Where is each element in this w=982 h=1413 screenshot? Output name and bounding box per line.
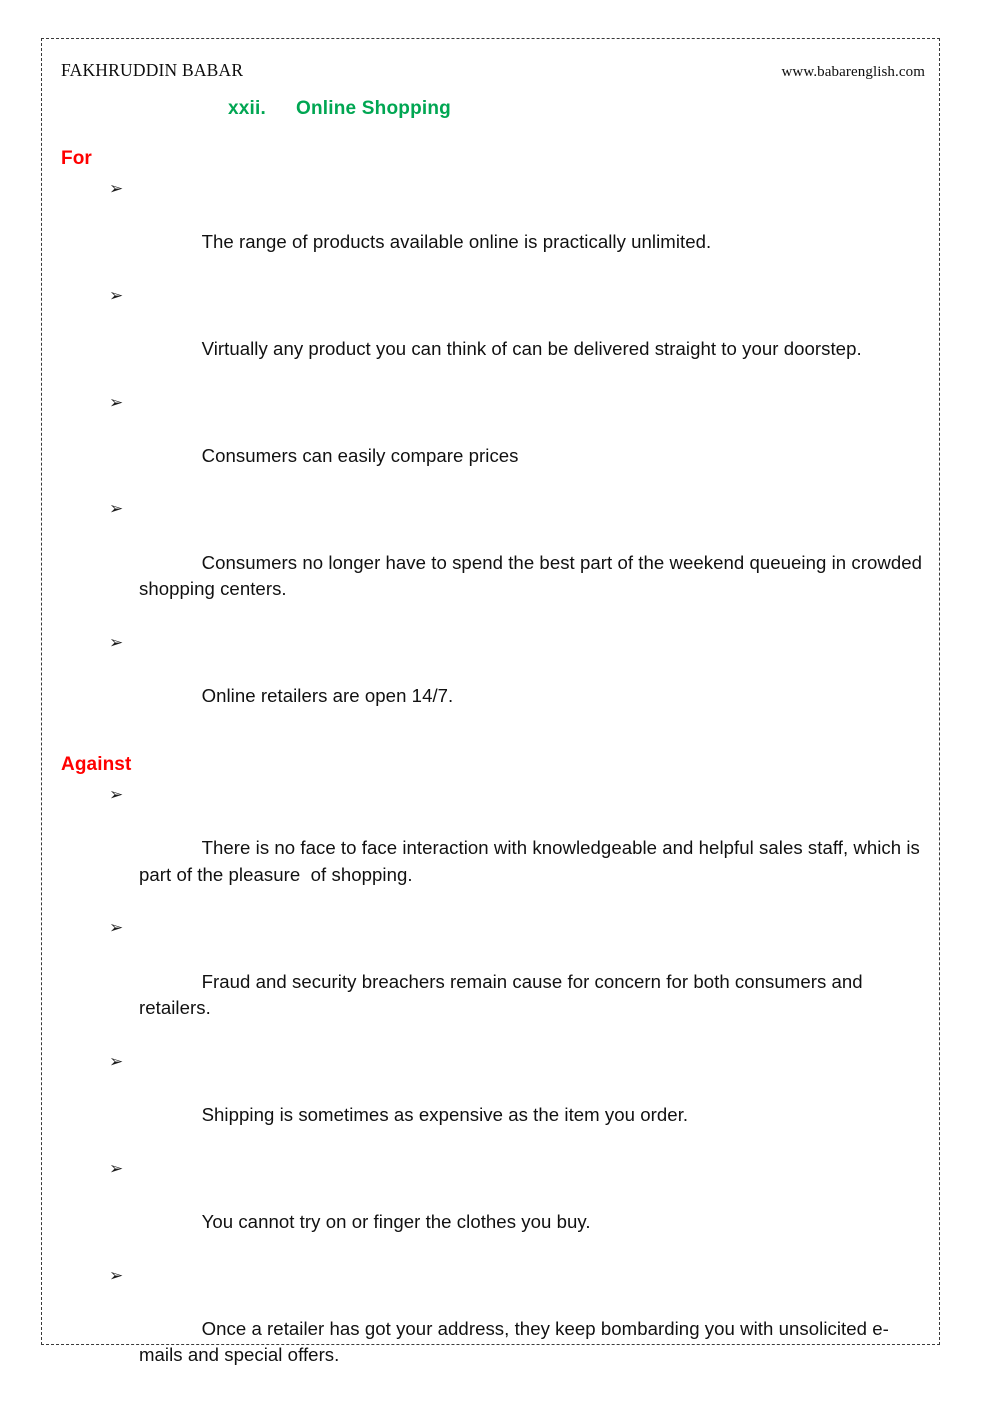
arrow-bullet-icon: ➢: [109, 632, 124, 652]
list-item-text: You cannot try on or finger the clothes you buy.: [201, 1210, 591, 1232]
arrow-bullet-icon: ➢: [109, 1051, 124, 1071]
list-item: [61, 176, 925, 282]
header-website: www.babarenglish.com: [781, 64, 925, 80]
list-item: [61, 782, 925, 915]
section-heading-against: Against: [61, 754, 132, 776]
list-item-text: Shipping is sometimes as expensive as the item you order.: [201, 1104, 689, 1126]
arrow-bullet-icon: ➢: [109, 499, 124, 519]
document-body: [61, 147, 928, 1413]
list-item-text: Fraud and security breachers remain cause for concern for both consumers and retailers.: [139, 970, 868, 1019]
page-header: [61, 60, 925, 81]
list-item-text: Virtually any product you can think of can be delivered straight to your doorstep.: [201, 337, 862, 359]
bullet-list-against: [61, 782, 925, 1396]
list-item: [61, 283, 925, 389]
section-heading-for: For: [61, 148, 92, 169]
arrow-bullet-icon: ➢: [109, 784, 124, 804]
list-item: [61, 1263, 925, 1396]
title-text: Online Shopping: [296, 98, 451, 119]
section-against: [61, 753, 925, 1395]
bullet-list-for: [61, 176, 928, 736]
arrow-bullet-icon: ➢: [109, 178, 124, 198]
arrow-bullet-icon: ➢: [109, 285, 124, 305]
list-item: [61, 496, 928, 629]
page-title: [228, 98, 451, 120]
arrow-bullet-icon: ➢: [109, 918, 124, 938]
list-item-text: Consumers can easily compare prices: [201, 444, 519, 466]
header-author-name: FAKHRUDDIN BABAR: [61, 60, 244, 80]
list-item-text: Online retailers are open 14/7.: [201, 685, 454, 707]
arrow-bullet-icon: ➢: [109, 1265, 124, 1285]
list-item-text: There is no face to face interaction with knowledgeable and helpful sales staff, which is part of the pleasure of shopping.: [139, 837, 926, 885]
list-item-text: The range of products available online is practically unlimited.: [201, 230, 712, 252]
section-for: [61, 147, 928, 736]
list-item: [61, 1049, 925, 1155]
page-content-area: [42, 39, 939, 1366]
document-page: [41, 38, 940, 1366]
arrow-bullet-icon: ➢: [109, 1158, 124, 1178]
list-item-text: Once a retailer has got your address, they keep bombarding you with unsolicited e-mails and special offers.: [139, 1317, 889, 1366]
list-item-text: Consumers no longer have to spend the best part of the weekend queueing in crowded shopping centers.: [139, 551, 928, 600]
list-item: [61, 1156, 925, 1262]
list-item: [61, 390, 925, 496]
list-item: [61, 630, 925, 736]
title-number: xxii.: [228, 98, 266, 119]
list-item: [61, 915, 925, 1048]
arrow-bullet-icon: ➢: [109, 392, 124, 412]
